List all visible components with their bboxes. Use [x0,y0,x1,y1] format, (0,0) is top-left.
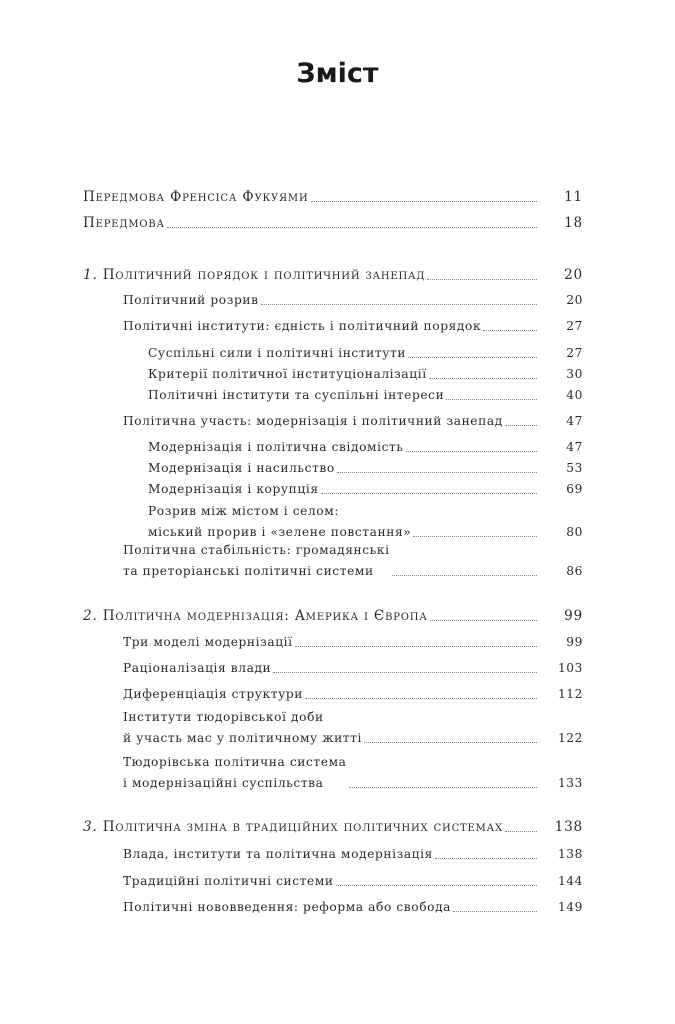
entry-text: Раціоналізація влади [123,661,272,675]
page-number: 27 [566,319,583,333]
toc-chapter-entry[interactable] [83,187,583,208]
page-number: 69 [566,482,583,496]
entry-text: Тюдорівська політична система і модернізаційні суспільства [123,755,347,790]
page-number: 20 [564,267,583,283]
page-title: Зміст [296,58,379,89]
entry-text: Три моделі модернізації [123,635,293,649]
toc-section-entry[interactable] [123,897,583,918]
toc-section-entry[interactable] [148,458,583,479]
entry-text: Політична стабільність: громадянські та преторіанські політичні системи [123,543,390,578]
page-number: 103 [557,661,583,675]
page-number: 11 [564,189,583,205]
entry-text: Політичний розрив [123,293,259,307]
toc-section-entry[interactable] [148,437,583,458]
page-number: 47 [566,440,583,454]
entry-title [148,479,319,500]
chapter-number: 1. [83,267,98,283]
entry-title [148,385,444,406]
entry-text: Модернізація і політична свідомість [148,440,404,454]
page-number: 133 [557,776,583,790]
entry-title [83,606,428,627]
page-number: 144 [557,874,583,888]
dot-leader [413,536,537,537]
dot-leader [261,304,537,305]
entry-title [123,290,259,311]
entry-title [83,213,165,234]
entry-title [123,707,362,749]
page-number: 53 [566,461,583,475]
page-number: 40 [566,388,583,402]
toc-section-entry[interactable] [148,364,583,385]
toc-section-entry[interactable] [123,411,583,432]
toc-section-entry[interactable] [123,844,583,865]
dot-leader [321,493,537,494]
toc-chapter-entry[interactable] [83,817,583,838]
toc-chapter-entry[interactable] [83,213,583,234]
page-number: 122 [557,731,583,745]
toc-section-entry[interactable] [123,707,583,749]
dot-leader [408,357,537,358]
toc-section-entry[interactable] [148,385,583,406]
dot-leader [430,620,537,621]
dot-leader [435,858,537,859]
entry-text: Модернізація і насильство [148,461,335,475]
toc-section-entry[interactable] [148,479,583,500]
dot-leader [336,885,537,886]
entry-text: Політичний порядок і політичний занепад [102,267,426,283]
page-number: 86 [566,564,583,578]
entry-text: Суспільні сили і політичні інститути [148,346,407,360]
entry-text: Влада, інститути та політична модернізація [123,847,433,861]
entry-title [83,187,309,208]
entry-title [83,817,503,838]
dot-leader [337,472,537,473]
dot-leader [167,227,537,228]
chapter-number: 3. [83,819,98,835]
entry-title [148,364,427,385]
dot-leader [429,378,537,379]
toc-section-entry[interactable] [148,343,583,364]
entry-title [83,265,425,286]
entry-text: Політичні інститути та суспільні інтереси [148,388,445,402]
entry-text: Модернізація і корупція [148,482,319,496]
page-number: 20 [566,293,583,307]
dot-leader [446,399,537,400]
dot-leader [349,787,537,788]
entry-text: Передмова Френсіса Фукуями [83,189,309,205]
page-number: 30 [566,367,583,381]
toc-section-entry[interactable] [148,501,583,543]
page-number: 18 [564,215,583,231]
dot-leader [305,698,537,699]
page-number: 112 [557,687,583,701]
entry-title [123,316,481,337]
entry-title [123,897,451,918]
entry-text: Інститути тюдорівської доби й участь мас у політичному житті [123,710,362,745]
entry-text: Диференціація структури [123,687,304,701]
entry-text: Політичні нововведення: реформа або свобода [123,900,452,914]
toc-section-entry[interactable] [123,316,583,337]
entry-title [123,658,271,679]
dot-leader [295,646,537,647]
entry-title [123,540,390,582]
entry-title [148,458,335,479]
toc-chapter-entry[interactable] [83,265,583,286]
page-number: 99 [564,608,583,624]
dot-leader [483,330,537,331]
entry-title [123,752,347,794]
entry-title [123,684,303,705]
entry-text: Передмова [83,215,165,231]
toc-section-entry[interactable] [123,290,583,311]
dot-leader [364,742,537,743]
entry-title [148,437,404,458]
dot-leader [406,451,537,452]
entry-text: Критерії політичної інституціоналізації [148,367,427,381]
toc-chapter-entry[interactable] [83,606,583,627]
dot-leader [505,831,537,832]
toc-section-entry[interactable] [123,540,583,582]
toc-section-entry[interactable] [123,632,583,653]
dot-leader [453,911,537,912]
toc-section-entry[interactable] [123,658,583,679]
page-number: 138 [554,819,583,835]
dot-leader [505,425,537,426]
dot-leader [273,672,537,673]
page-number: 149 [557,900,583,914]
toc-section-entry[interactable] [123,684,583,705]
toc-section-entry[interactable] [123,752,583,794]
entry-text: Розрив між містом і селом: міський прорив і «зелене повстання» [148,504,412,539]
entry-text: Політична участь: модернізація і політичний занепад [123,414,503,428]
entry-text: Політична модернізація: Америка і Європа [102,608,428,624]
page-number: 27 [566,346,583,360]
dot-leader [427,279,537,280]
entry-title [123,844,433,865]
dot-leader [311,201,538,202]
page-number: 138 [557,847,583,861]
page-number: 47 [566,414,583,428]
dot-leader [392,575,537,576]
entry-title [123,871,334,892]
entry-title [123,411,503,432]
entry-text: Політична зміна в традиційних політичних системах [102,819,503,835]
entry-title [148,501,411,543]
entry-text: Політичні інститути: єдність і політичний порядок [123,319,482,333]
entry-title [123,632,293,653]
toc-section-entry[interactable] [123,871,583,892]
page-number: 99 [566,635,583,649]
entry-title [148,343,406,364]
page-number: 80 [566,525,583,539]
entry-text: Традиційні політичні системи [123,874,334,888]
chapter-number: 2. [83,608,98,624]
